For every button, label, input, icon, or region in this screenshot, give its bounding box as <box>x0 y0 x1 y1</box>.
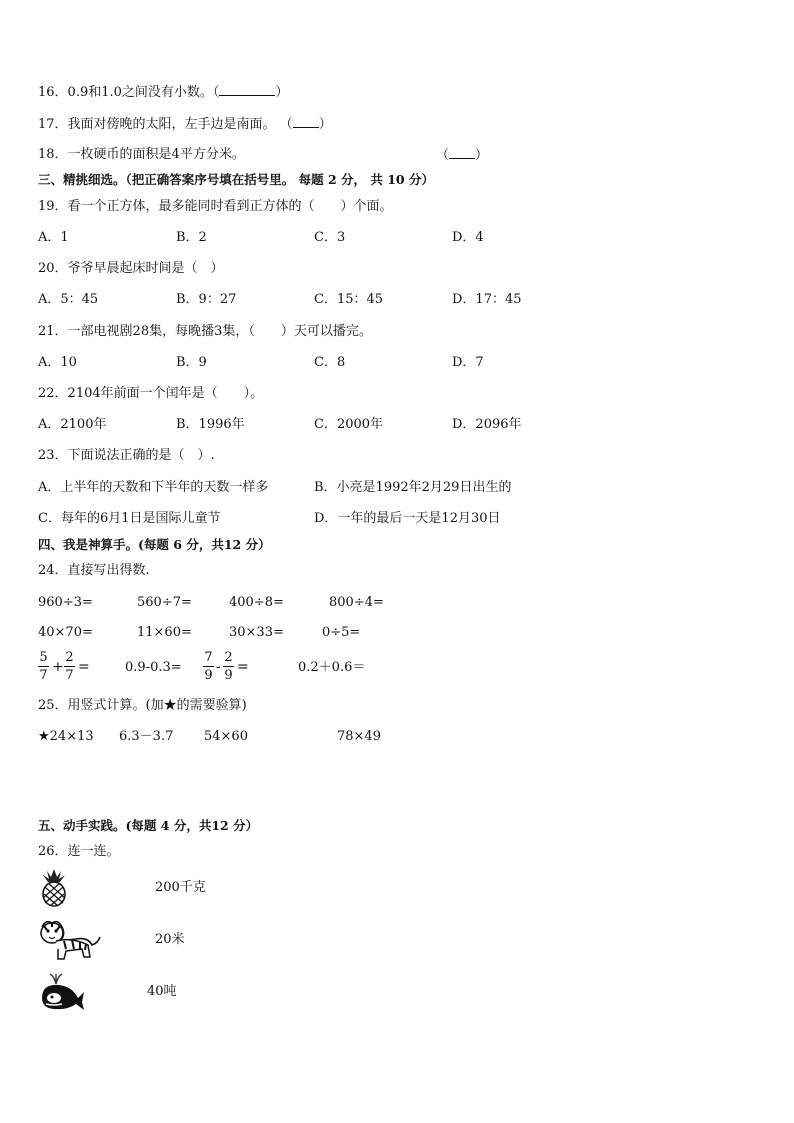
denominator: 9 <box>204 668 213 683</box>
calc-item: 960÷3= <box>38 595 93 610</box>
section-4-title: 四、我是神算手。(每题 6 分，共12 分） <box>38 537 271 552</box>
question-text: 爷爷早晨起床时间是（ ） <box>67 261 224 276</box>
question-number: 22． <box>38 386 68 401</box>
option-c[interactable]: C．8 <box>314 355 346 370</box>
option-a[interactable]: A．2100年 <box>38 417 107 432</box>
question-number: 21． <box>38 324 68 339</box>
numerator: 2 <box>224 650 233 665</box>
match-label-200kg[interactable]: 200千克 <box>155 880 206 895</box>
question-23 <box>38 447 215 465</box>
pineapple-icon[interactable] <box>36 867 72 907</box>
denominator: 7 <box>39 668 48 683</box>
option-b[interactable]: B．2 <box>176 230 207 245</box>
fraction-2-9 <box>223 650 234 683</box>
calc-item: 0.2＋0.6＝ <box>298 660 366 675</box>
question-text: 看一个正方体，最多能同时看到正方体的（ ）个面。 <box>67 199 393 214</box>
denominator: 9 <box>224 668 233 683</box>
option-b[interactable]: B．1996年 <box>176 417 245 432</box>
question-number: 23． <box>38 448 68 463</box>
question-text: 直接写出得数. <box>67 563 150 578</box>
question-text: 一部电视剧28集，每晚播3集，（ ）天可以播完。 <box>67 324 372 339</box>
option-d[interactable]: D．一年的最后一天是12月30日 <box>314 511 501 526</box>
answer-blank[interactable] <box>293 115 319 128</box>
question-18-answer <box>436 146 488 165</box>
close-paren: ） <box>275 85 289 100</box>
option-a[interactable]: A．上半年的天数和下半年的天数一样多 <box>38 480 269 495</box>
option-b[interactable]: B．9：27 <box>176 292 237 307</box>
question-17 <box>38 115 332 134</box>
option-a[interactable]: A．10 <box>38 355 77 370</box>
question-number: 20． <box>38 261 68 276</box>
open-paren: （ <box>436 148 450 163</box>
section-3-title: 三、精挑细选。（把正确答案序号填在括号里。 每题 2 分， 共 10 分） <box>38 172 434 187</box>
question-number: 24． <box>38 563 68 578</box>
question-number: 18． <box>38 147 68 162</box>
close-paren: ） <box>318 117 332 132</box>
question-21 <box>38 323 372 341</box>
question-number: 19． <box>38 199 68 214</box>
match-label-40t[interactable]: 40吨 <box>147 984 177 999</box>
equals-sign: = <box>78 659 90 675</box>
denominator: 7 <box>65 668 74 683</box>
match-label-20m[interactable]: 20米 <box>155 932 185 947</box>
option-b[interactable]: B．9 <box>176 355 207 370</box>
calc-item: 0.9-0.3= <box>125 660 182 675</box>
calc-item: 800÷4= <box>329 595 384 610</box>
question-22 <box>38 385 263 403</box>
numerator: 2 <box>65 650 74 665</box>
question-text: 连一连。 <box>67 844 120 859</box>
option-d[interactable]: D．7 <box>452 355 484 370</box>
option-c[interactable]: C．每年的6月1日是国际儿童节 <box>38 511 221 526</box>
question-number: 16． <box>38 85 68 100</box>
question-text: 一枚硬币的面积是4平方分米。 <box>67 147 245 162</box>
question-25 <box>38 697 247 715</box>
whale-icon[interactable] <box>38 970 86 1012</box>
option-c[interactable]: C．15：45 <box>314 292 384 307</box>
question-number: 26． <box>38 844 68 859</box>
option-d[interactable]: D．4 <box>452 230 484 245</box>
fraction-5-7 <box>38 650 49 683</box>
calc-item: 11×60= <box>137 625 192 640</box>
vertical-calc-item: ★24×13 <box>38 729 94 744</box>
vertical-calc-item: 78×49 <box>337 729 381 744</box>
close-paren: ） <box>475 148 489 163</box>
calc-item: 560÷7= <box>137 595 192 610</box>
fraction-7-9 <box>203 650 214 683</box>
question-16 <box>38 83 288 102</box>
option-c[interactable]: C．2000年 <box>314 417 384 432</box>
plus-sign: + <box>52 659 64 675</box>
numerator: 5 <box>39 650 48 665</box>
option-a[interactable]: A．1 <box>38 230 69 245</box>
calc-item: 30×33= <box>229 625 284 640</box>
equals-sign: = <box>237 659 249 675</box>
question-text: 2104年前面一个闰年是（ ）。 <box>67 386 264 401</box>
question-text: 我面对傍晚的太阳，左手边是南面。 （ <box>67 117 293 132</box>
calc-item: 0÷5= <box>322 625 361 640</box>
option-d[interactable]: D．17：45 <box>452 292 522 307</box>
question-number: 17． <box>38 117 68 132</box>
question-19 <box>38 198 393 216</box>
option-c[interactable]: C．3 <box>314 230 346 245</box>
numerator: 7 <box>204 650 213 665</box>
question-24 <box>38 562 150 580</box>
vertical-calc-item: 54×60 <box>204 729 248 744</box>
answer-blank[interactable] <box>449 146 475 159</box>
option-a[interactable]: A．5：45 <box>38 292 99 307</box>
question-text: 下面说法正确的是（ ）. <box>67 448 215 463</box>
tiger-icon[interactable] <box>36 917 102 961</box>
question-text: 用竖式计算。(加★的需要验算) <box>67 698 247 713</box>
minus-sign: - <box>216 659 221 675</box>
question-18 <box>38 146 245 164</box>
vertical-calc-item: 6.3－3.7 <box>119 729 174 744</box>
question-26 <box>38 843 120 861</box>
answer-blank[interactable] <box>219 83 275 96</box>
question-20 <box>38 260 224 278</box>
fraction-2-7 <box>64 650 75 683</box>
calc-item: 40×70= <box>38 625 93 640</box>
option-b[interactable]: B．小亮是1992年2月29日出生的 <box>314 480 512 495</box>
calc-item: 400÷8= <box>229 595 284 610</box>
section-5-title: 五、动手实践。(每题 4 分，共12 分） <box>38 818 259 833</box>
question-text: 0.9和1.0之间没有小数。（ <box>67 85 220 100</box>
question-number: 25． <box>38 698 68 713</box>
option-d[interactable]: D．2096年 <box>452 417 522 432</box>
